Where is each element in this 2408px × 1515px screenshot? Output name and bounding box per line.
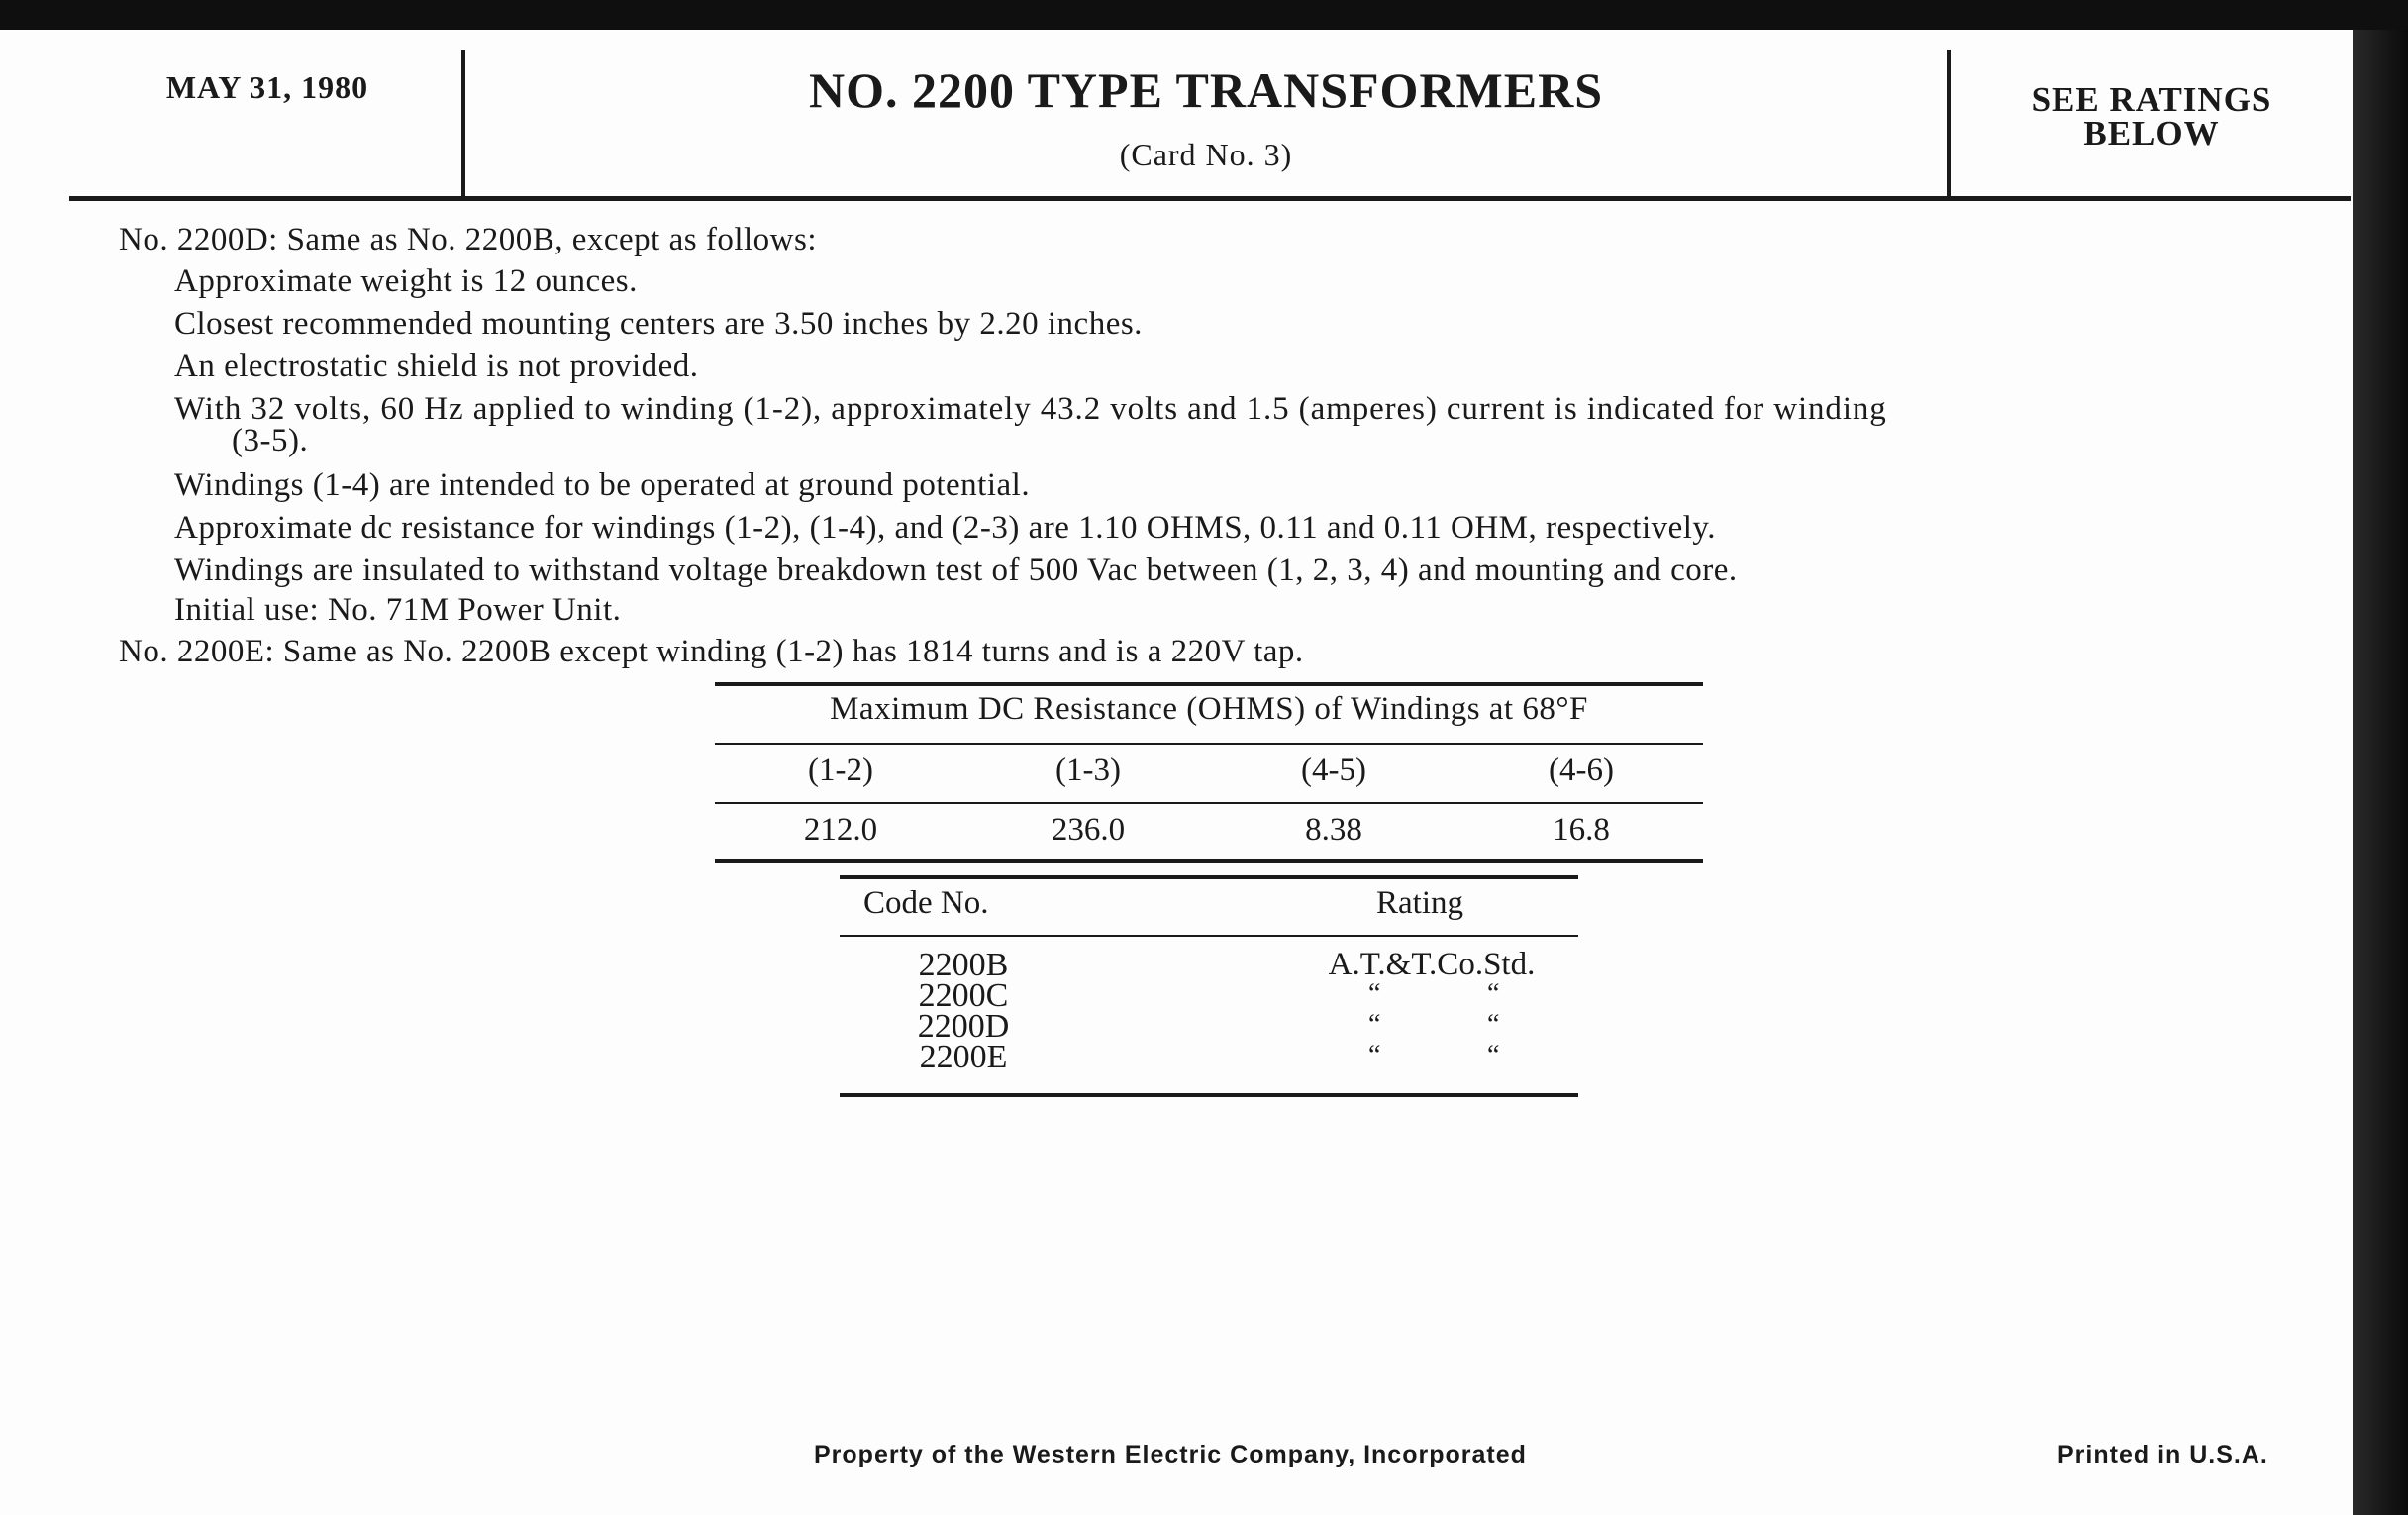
- ratings-note: [1951, 80, 2353, 152]
- card-number: (Card No. 3): [1119, 137, 1293, 172]
- ratings-note-line1: SEE RATINGS: [2031, 80, 2272, 119]
- code-number: 2200E: [919, 1039, 1008, 1075]
- spec-line-voltage: With 32 volts, 60 Hz applied to winding (1-2), approximately 43.2 volts and 1.5 (amperes) current is indicated for winding: [174, 391, 1887, 427]
- ditto-mark: “: [1368, 1009, 1381, 1040]
- card-title: NO. 2200 TYPE TRANSFORMERS: [808, 62, 1604, 118]
- spec-line-shield: An electrostatic shield is not provided.: [174, 349, 699, 384]
- ditto-mark: “: [1368, 1040, 1381, 1070]
- issue-date: MAY 31, 1980: [165, 69, 369, 105]
- ditto-mark: “: [1368, 978, 1381, 1009]
- spec-line-mounting: Closest recommended mounting centers are 3.50 inches by 2.20 inches.: [174, 306, 1143, 342]
- code-number: 2200D: [917, 1008, 1010, 1045]
- spec-line-ground: Windings (1-4) are intended to be operated at ground potential.: [174, 467, 1031, 503]
- rating-col-code: Code No.: [863, 885, 989, 921]
- code-number: 2200C: [918, 977, 1009, 1014]
- spec-line-voltage-cont: (3-5).: [232, 423, 309, 458]
- section-2200e-heading: No. 2200E: Same as No. 2200B except winding (1-2) has 1814 turns and is a 220V tap.: [119, 634, 1304, 669]
- resistance-table-top-rule: [715, 682, 1703, 686]
- spec-line-resistance: Approximate dc resistance for windings (1-2), (1-4), and (2-3) are 1.10 OHMS, 0.11 and 0.11 OHM, respectively.: [174, 510, 1717, 546]
- resistance-value: 236.0: [1051, 812, 1126, 848]
- rating-col-rating: Rating: [1376, 885, 1463, 921]
- resistance-table-title: Maximum DC Resistance (OHMS) of Windings at 68°F: [830, 691, 1588, 727]
- ratings-note-line2: BELOW: [2083, 114, 2220, 152]
- resistance-table-rule: [715, 802, 1703, 804]
- resistance-col-header: (1-3): [1055, 753, 1121, 788]
- ditto-mark: “: [1487, 1040, 1500, 1070]
- resistance-col-header: (1-2): [808, 753, 873, 788]
- code-number: 2200B: [918, 947, 1009, 983]
- ditto-mark: “: [1487, 1009, 1500, 1040]
- resistance-col-header: (4-6): [1549, 753, 1614, 788]
- rating-table-bottom-rule: [840, 1093, 1578, 1097]
- rating-value: A.T.&T.Co.Std.: [1328, 947, 1536, 982]
- spec-line-initial-use: Initial use: No. 71M Power Unit.: [174, 592, 622, 628]
- resistance-value: 16.8: [1553, 812, 1610, 848]
- rating-table-top-rule: [840, 875, 1578, 879]
- resistance-table-rule: [715, 743, 1703, 745]
- ditto-mark: “: [1487, 978, 1500, 1009]
- rating-table-rule: [840, 935, 1578, 937]
- footer-printed: Printed in U.S.A.: [2057, 1441, 2268, 1468]
- footer-property: Property of the Western Electric Company, Incorporated: [814, 1441, 1527, 1468]
- resistance-value: 212.0: [803, 812, 878, 848]
- resistance-table-bottom-rule: [715, 859, 1703, 863]
- section-2200d-heading: No. 2200D: Same as No. 2200B, except as follows:: [119, 222, 817, 257]
- spec-line-weight: Approximate weight is 12 ounces.: [174, 263, 638, 299]
- card-edge-shadow: [2353, 30, 2408, 1515]
- spec-line-insulation: Windings are insulated to withstand voltage breakdown test of 500 Vac between (1, 2, 3, 4) and mounting and core.: [174, 553, 1738, 588]
- resistance-col-header: (4-5): [1301, 753, 1366, 788]
- resistance-value: 8.38: [1305, 812, 1362, 848]
- header-rule: [69, 196, 2351, 201]
